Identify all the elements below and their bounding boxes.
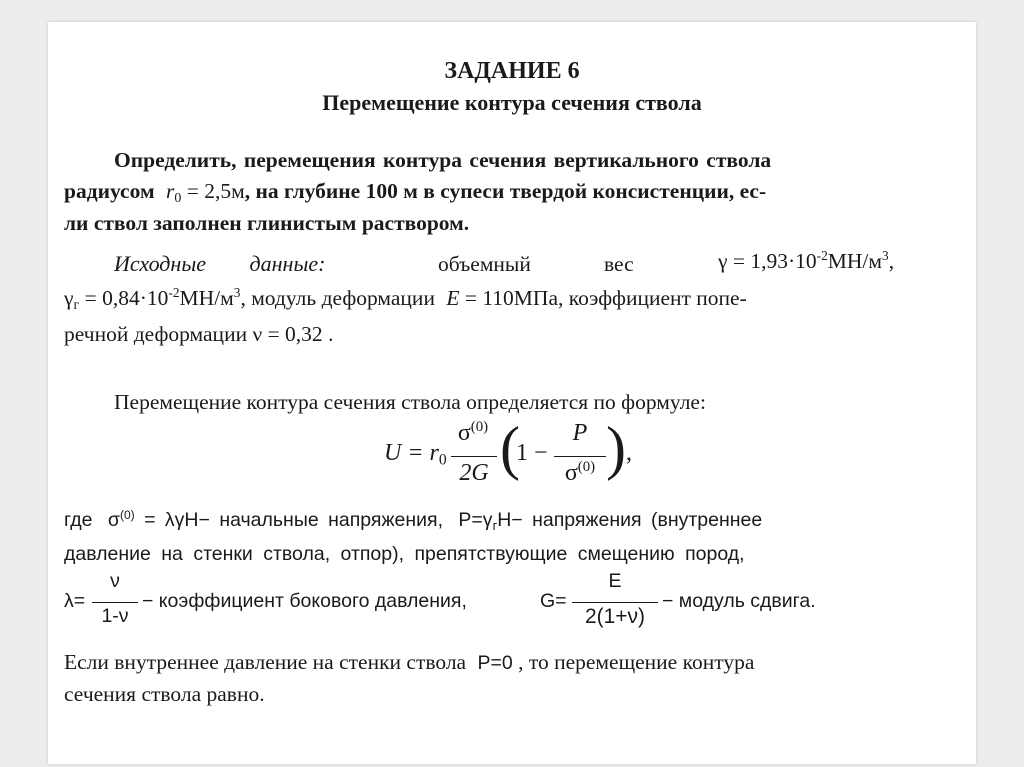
weight-word: вес bbox=[604, 252, 634, 276]
fraction-1-bar bbox=[451, 456, 497, 457]
e-formula: E = 110МПа bbox=[446, 286, 558, 310]
initial-stress-text: − начальные напряжения, bbox=[198, 509, 443, 531]
where-word: где bbox=[64, 509, 93, 531]
lambda-numerator: ν bbox=[110, 570, 120, 592]
fraction-1-denominator: 2G bbox=[459, 460, 489, 486]
radius-label: радиусом bbox=[64, 179, 155, 203]
formula-end: , bbox=[626, 440, 632, 466]
conclusion-line-2: сечения ствола равно. bbox=[64, 682, 265, 706]
depth-text: , на глубине 100 м в супеси твердой консистенции, ес- bbox=[244, 179, 767, 203]
problem-line-3: ли ствол заполнен глинистым раствором. bbox=[64, 211, 470, 235]
where-line-2: давление на стенки ствола, отпор), препятствующие смещению пород, bbox=[64, 543, 745, 565]
g-eq: G= bbox=[540, 590, 567, 612]
fraction-2-bar bbox=[554, 456, 606, 457]
lambda-bar bbox=[92, 602, 138, 603]
formula-lhs: $U = r_0$ bbox=[384, 440, 447, 469]
lateral-coef-text: − коэффициент бокового давления, bbox=[142, 590, 467, 612]
p-formula: $P=\gamma_гH$ bbox=[458, 509, 512, 533]
lambda-denominator: 1-ν bbox=[101, 605, 129, 627]
problem-line-2 bbox=[64, 179, 767, 207]
g-bar bbox=[572, 602, 658, 603]
paren-close: ) bbox=[606, 415, 626, 481]
document-page bbox=[48, 22, 976, 764]
fraction-1-numerator: $\sigma^{(0)}$ bbox=[457, 419, 489, 446]
coef-text: , коэффициент попе- bbox=[557, 286, 747, 310]
lambda-eq: λ= bbox=[64, 590, 86, 612]
conclusion-line-1: Если внутреннее давление на стенки ствола P=0 , то перемещение контура bbox=[64, 650, 755, 674]
modulus-text: , модуль деформации bbox=[240, 286, 435, 310]
gamma-formula: $\gamma = 1,93\cdot 10^{-2}МН/м^3$, bbox=[718, 248, 895, 273]
sigma-formula: $\sigma^{(0)} = \lambda\gamma H$ bbox=[107, 507, 199, 531]
paren-open: ( bbox=[500, 415, 520, 481]
shear-modulus-text: − модуль сдвига. bbox=[662, 590, 816, 612]
task-subtitle: Перемещение контура сечения ствола bbox=[322, 90, 702, 115]
fraction-2-denominator: $\sigma^{(0)}$ bbox=[564, 459, 596, 486]
radius-formula: $r_0 = 2,5м$ bbox=[165, 179, 245, 207]
p-zero: P=0 bbox=[477, 652, 513, 674]
input-data-line-2 bbox=[64, 285, 747, 314]
fraction-2-numerator: P bbox=[572, 420, 588, 446]
where-line-1 bbox=[64, 509, 762, 532]
input-data-label: Исходные данные: bbox=[114, 251, 326, 276]
task-title: ЗАДАНИЕ 6 bbox=[444, 58, 580, 84]
stress-text: − напряжения (внутреннее bbox=[511, 509, 763, 531]
one-minus: 1 − bbox=[516, 440, 548, 466]
gamma-r-formula: $\gamma_г = 0,84\cdot 10^{-2}МН/м^3$ bbox=[64, 285, 241, 314]
nu-formula: ν = 0,32 bbox=[252, 322, 323, 346]
problem-line-1: Определить, перемещения контура сечения вертикального ствола bbox=[114, 148, 772, 172]
g-denominator: 2(1+ν) bbox=[584, 605, 646, 628]
volume-word: объемный bbox=[438, 252, 531, 276]
formula-intro: Перемещение контура сечения ствола определяется по формуле: bbox=[114, 390, 706, 414]
input-data-line-3: речной деформации ν = 0,32 . bbox=[64, 322, 334, 346]
g-numerator: E bbox=[608, 570, 622, 592]
